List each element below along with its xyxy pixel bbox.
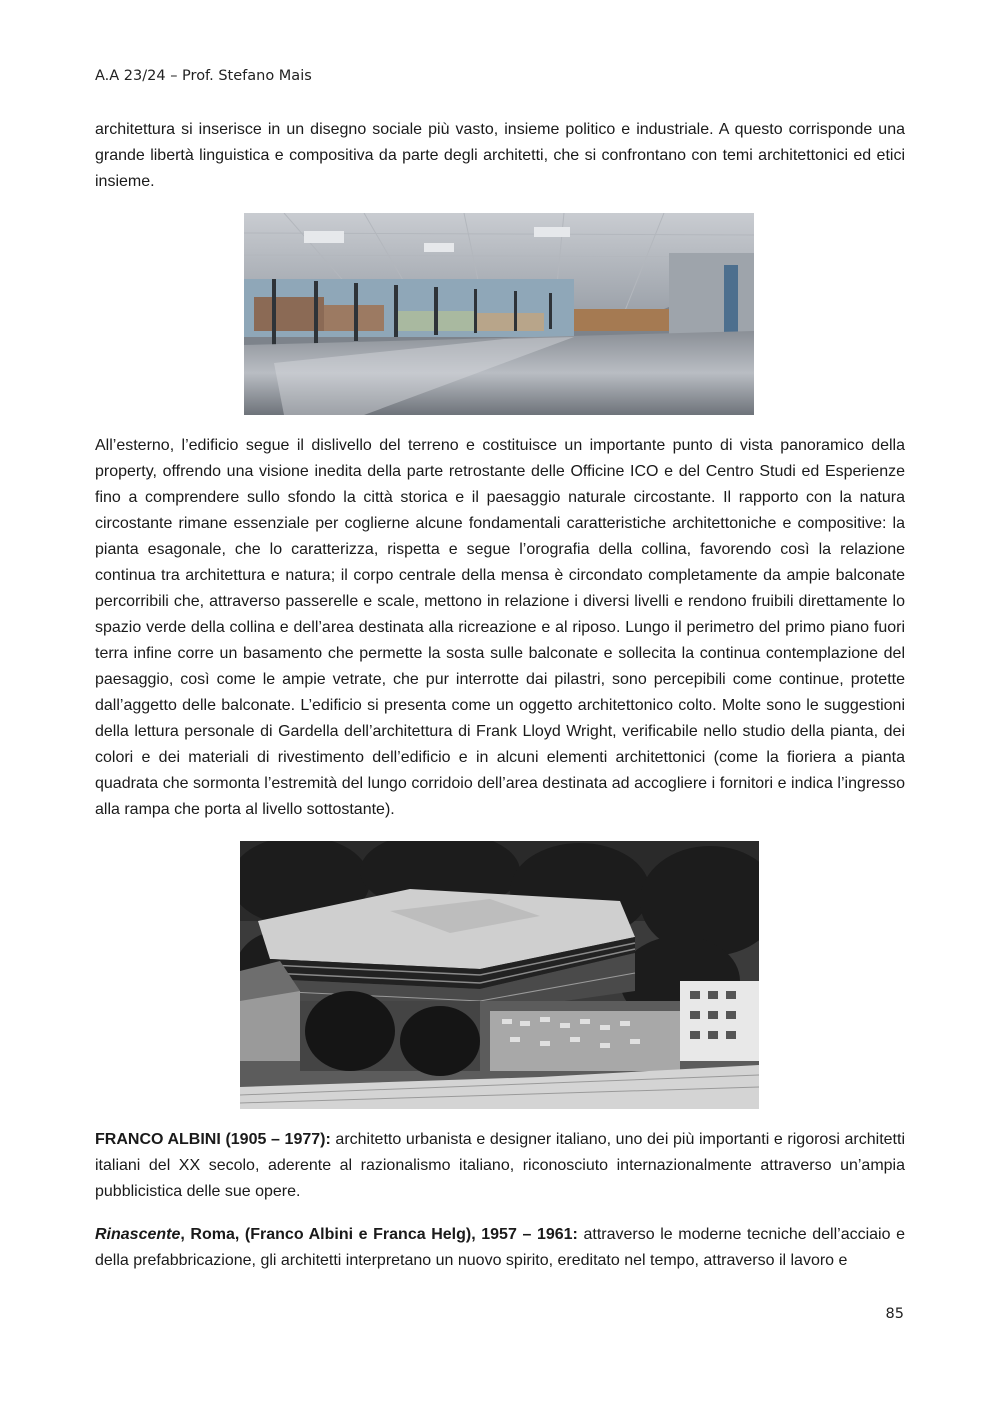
paragraph-albini (95, 1127, 905, 1205)
rinascente-title: Rinascente (95, 1226, 181, 1243)
page-number: 85 (885, 1306, 904, 1322)
paragraph-description: All’esterno, l’edificio segue il dislivello del terreno e costituisce un importante punto di vista panoramico della property, offrendo una visione inedita della parte retrostante delle Officine ICO e del Centro Studi ed Esperienze fino a comprendere sullo sfondo la città storica e il paesaggio naturale circostante. Il rapporto con la natura circostante rimane essenziale per coglierne alcune fondamentali caratteristiche architettoniche e compositive: la pianta esagonale, che lo caratterizza, rispetta e segue l’orografia della collina, favorendo così la relazione continua tra architettura e natura; il corpo centrale della mensa è circondato completamente da ampie balconate percorribili che, attraverso passerelle e scale, mettono in relazione i diversi livelli e rendono fruibili direttamente lo spazio verde della collina e dell’area destinata alla ricreazione e al riposo. Lungo il perimetro del primo piano fuori terra infine corre un basamento che permette la sosta sulle balconate e sollecita la continua contemplazione del paesaggio, così come le ampie vetrate, che pur interrotte dai pilastri, sono percepibili come continue, protette dall’aggetto delle balconate. L’edificio si presenta come un oggetto architettonico colto. Molte sono le suggestioni della lettura personale di Gardella dell’architettura di Frank Lloyd Wright, verificabile nello studio della pianta, dei colori e dei materiali di rivestimento dell’edificio e in alcuni elementi architettonici (come la fioriera a pianta quadrata che sormonta l’estremità del lungo corridoio dell’area destinata ad accogliere i fornitori e indica l’ingresso alla rampa che porta al livello sottostante). (95, 437, 905, 818)
interior-photo (244, 213, 754, 415)
paragraph-rinascente (95, 1222, 905, 1274)
paragraph-intro: architettura si inserisce in un disegno sociale più vasto, insieme politico e industriale. A questo corrisponde una grande libertà linguistica e compositiva da parte degli architetti, che si confrontano con temi architettonici ed etici insieme. (95, 121, 905, 190)
rinascente-heading: , Roma, (Franco Albini e Franca Helg), 1957 – 1961: (180, 1226, 578, 1243)
page-header: A.A 23/24 – Prof. Stefano Mais (95, 68, 312, 84)
albini-heading: FRANCO ALBINI (1905 – 1977): (95, 1131, 331, 1148)
aerial-photo (240, 841, 759, 1109)
albini-text: architetto urbanista e designer italiano, uno dei più importanti e rigorosi architetti italiani del XX secolo, aderente al razionalismo italiano, riconosciuto internazionalmente attraverso un’ampia pubblicistica delle sue opere. (95, 1131, 905, 1200)
rinascente-text: attraverso le moderne tecniche dell’acciaio e della prefabbricazione, gli architetti interpretano un nuovo spirito, ereditato nel tempo, attraverso il lavoro e (95, 1226, 906, 1269)
